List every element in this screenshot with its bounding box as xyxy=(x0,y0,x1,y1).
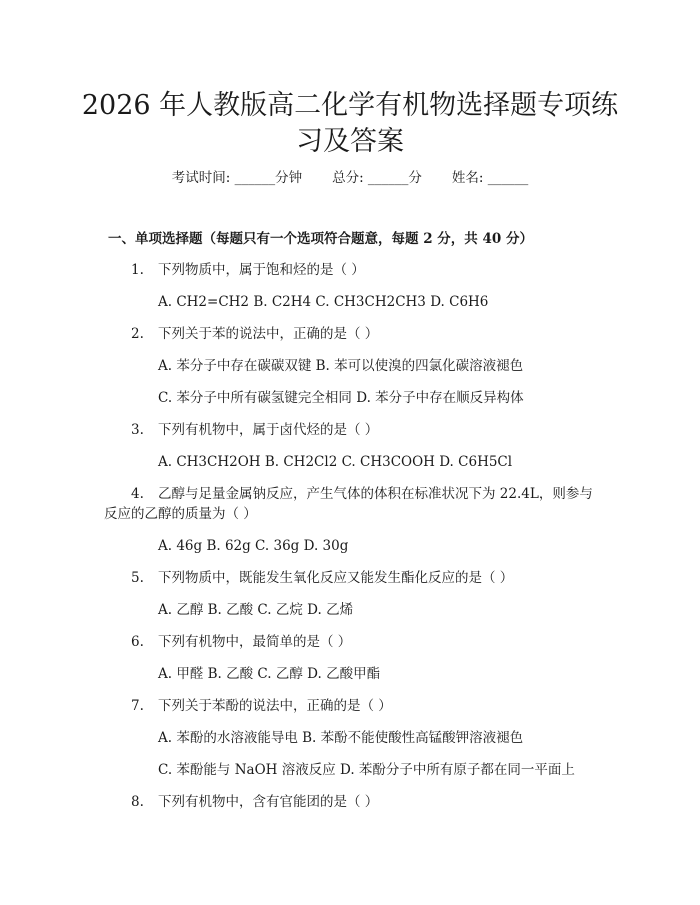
question-2-options-2: C. 苯分子中所有碳氢键完全相同 D. 苯分子中存在顺反异构体 xyxy=(158,390,524,406)
question-text: 乙醇与足量金属钠反应，产生气体的体积在标准状况下为 22.4L，则参与 xyxy=(158,486,593,502)
student-name-field: 姓名: ______ xyxy=(451,170,529,186)
question-text: 下列物质中，属于饱和烃的是（ ） xyxy=(158,262,365,278)
question-7 xyxy=(131,696,392,716)
question-4 xyxy=(131,484,593,504)
question-4-continuation: 反应的乙醇的质量为（ ） xyxy=(104,506,257,522)
question-8 xyxy=(131,792,378,812)
question-text: 下列关于苯酚的说法中，正确的是（ ） xyxy=(158,698,392,714)
question-text: 下列有机物中，属于卤代烃的是（ ） xyxy=(158,422,379,438)
question-text: 下列有机物中，含有官能团的是（ ） xyxy=(158,794,379,810)
page-title-line-2: 习及答案 xyxy=(296,126,404,157)
question-number: 3. xyxy=(131,422,144,438)
total-score-field: 总分: ______分 xyxy=(332,170,422,186)
question-4-options: A. 46g B. 62g C. 36g D. 30g xyxy=(158,538,349,554)
question-number: 5. xyxy=(131,570,144,586)
question-number: 7. xyxy=(131,698,144,714)
question-text: 下列物质中，既能发生氧化反应又能发生酯化反应的是（ ） xyxy=(158,570,514,586)
question-number: 4. xyxy=(131,486,144,502)
question-3 xyxy=(131,420,378,440)
question-number: 1. xyxy=(131,262,144,278)
exam-time-field: 考试时间: ______分钟 xyxy=(171,170,303,186)
question-6 xyxy=(131,632,351,652)
page-title-line-1: 2026 年人教版高二化学有机物选择题专项练 xyxy=(81,90,619,121)
question-3-options: A. CH3CH2OH B. CH2Cl2 C. CH3COOH D. C6H5Cl xyxy=(158,454,513,470)
question-2 xyxy=(131,324,378,344)
question-6-options: A. 甲醛 B. 乙酸 C. 乙醇 D. 乙酸甲酯 xyxy=(158,666,381,682)
question-number: 6. xyxy=(131,634,144,650)
question-1 xyxy=(131,260,365,280)
exam-meta xyxy=(0,168,700,188)
question-1-options: A. CH2=CH2 B. C2H4 C. CH3CH2CH3 D. C6H6 xyxy=(158,294,489,310)
question-number: 2. xyxy=(131,326,144,342)
section-heading: 一、单项选择题（每题只有一个选项符合题意，每题 2 分，共 40 分） xyxy=(108,231,533,247)
question-number: 8. xyxy=(131,794,144,810)
question-2-options-1: A. 苯分子中存在碳碳双键 B. 苯可以使溴的四氯化碳溶液褪色 xyxy=(158,358,524,374)
question-5-options: A. 乙醇 B. 乙酸 C. 乙烷 D. 乙烯 xyxy=(158,602,354,618)
question-text: 下列关于苯的说法中，正确的是（ ） xyxy=(158,326,379,342)
question-7-options-1: A. 苯酚的水溶液能导电 B. 苯酚不能使酸性高锰酸钾溶液褪色 xyxy=(158,730,524,746)
question-text: 下列有机物中，最简单的是（ ） xyxy=(158,634,352,650)
question-5 xyxy=(131,568,513,588)
question-7-options-2: C. 苯酚能与 NaOH 溶液反应 D. 苯酚分子中所有原子都在同一平面上 xyxy=(158,762,575,778)
